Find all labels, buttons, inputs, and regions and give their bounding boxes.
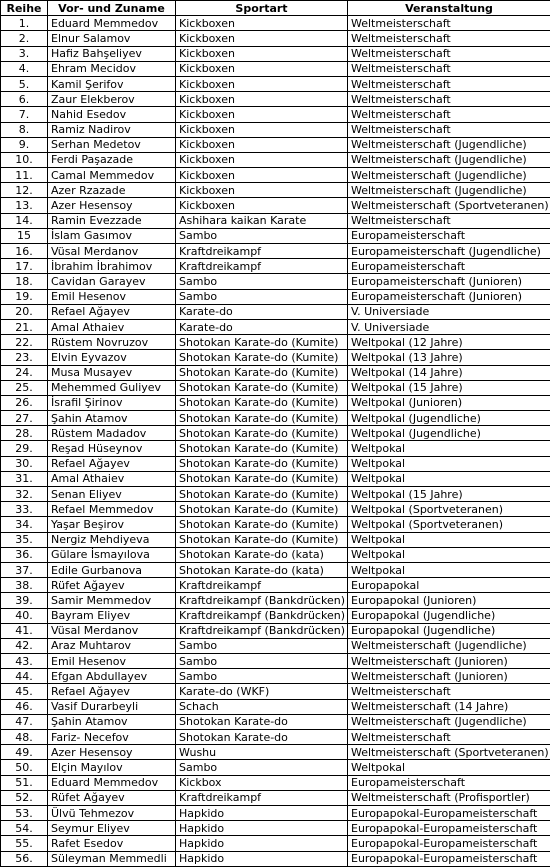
event-cell: Weltpokal (Junioren) [348, 395, 550, 410]
table-row [1, 122, 550, 137]
row-number-cell: 5. [1, 76, 48, 91]
sport-cell: Sambo [176, 289, 348, 304]
row-number-cell: 11. [1, 168, 48, 183]
name-cell: Refael Memmedov [48, 502, 176, 517]
row-number-cell: 47. [1, 714, 48, 729]
name-cell: Seymur Eliyev [48, 821, 176, 836]
row-number-cell: 38. [1, 578, 48, 593]
event-cell: Weltpokal [348, 760, 550, 775]
name-cell: Reşad Hüseynov [48, 441, 176, 456]
sport-cell: Kraftdreikampf [176, 578, 348, 593]
table-row [1, 289, 550, 304]
event-cell: Weltpokal (15 Jahre) [348, 487, 550, 502]
name-cell: Şahin Atamov [48, 714, 176, 729]
name-cell: Azer Rzazade [48, 183, 176, 198]
row-number-cell: 6. [1, 92, 48, 107]
event-cell: Weltmeisterschaft [348, 46, 550, 61]
table-row [1, 304, 550, 319]
name-cell: Vasif Durarbeyli [48, 699, 176, 714]
table-row [1, 487, 550, 502]
name-cell: Şahin Atamov [48, 411, 176, 426]
table-row [1, 623, 550, 638]
event-cell: Europapokal (Jugendliche) [348, 608, 550, 623]
table-row [1, 259, 550, 274]
event-cell: Weltpokal (14 Jahre) [348, 365, 550, 380]
event-cell: Weltmeisterschaft [348, 213, 550, 228]
row-number-cell: 52. [1, 790, 48, 805]
sport-cell: Kraftdreikampf (Bankdrücken) [176, 593, 348, 608]
table-row [1, 380, 550, 395]
sport-cell: Kickboxen [176, 107, 348, 122]
event-cell: Europameisterschaft [348, 775, 550, 790]
table-row [1, 395, 550, 410]
table-body [1, 16, 550, 867]
event-cell: Europameisterschaft [348, 259, 550, 274]
event-cell: Weltmeisterschaft (Jugendliche) [348, 638, 550, 653]
name-cell: Ramiz Nadirov [48, 122, 176, 137]
sport-cell: Shotokan Karate-do (Kumite) [176, 350, 348, 365]
row-number-cell: 51. [1, 775, 48, 790]
name-cell: Vüsal Merdanov [48, 244, 176, 259]
event-cell: Weltmeisterschaft [348, 684, 550, 699]
row-number-cell: 50. [1, 760, 48, 775]
event-cell: Europapokal-Europameisterschaft [348, 851, 550, 866]
row-number-cell: 18. [1, 274, 48, 289]
row-number-cell: 3. [1, 46, 48, 61]
name-cell: Hafiz Bahşeliyev [48, 46, 176, 61]
name-cell: Rafet Esedov [48, 836, 176, 851]
event-cell: Weltmeisterschaft (Junioren) [348, 669, 550, 684]
sport-cell: Shotokan Karate-do (Kumite) [176, 380, 348, 395]
event-cell: Europapokal [348, 578, 550, 593]
sport-cell: Kraftdreikampf [176, 244, 348, 259]
event-cell: Weltpokal [348, 562, 550, 577]
row-number-cell: 25. [1, 380, 48, 395]
event-cell: Weltmeisterschaft [348, 31, 550, 46]
table-row [1, 638, 550, 653]
row-number-cell: 1. [1, 16, 48, 31]
name-cell: Vüsal Merdanov [48, 623, 176, 638]
table-row [1, 836, 550, 851]
sport-cell: Karate-do [176, 304, 348, 319]
table-row [1, 46, 550, 61]
event-cell: Weltmeisterschaft [348, 122, 550, 137]
table-row [1, 684, 550, 699]
table-row [1, 92, 550, 107]
name-cell: Samir Memmedov [48, 593, 176, 608]
event-cell: Weltpokal [348, 456, 550, 471]
event-cell: Weltpokal [348, 547, 550, 562]
event-cell: Weltmeisterschaft (14 Jahre) [348, 699, 550, 714]
event-cell: Europapokal (Jugendliche) [348, 623, 550, 638]
event-cell: Weltpokal (12 Jahre) [348, 335, 550, 350]
event-cell: Europapokal (Junioren) [348, 593, 550, 608]
name-cell: Eduard Memmedov [48, 16, 176, 31]
row-number-cell: 14. [1, 213, 48, 228]
table-row [1, 107, 550, 122]
sport-cell: Shotokan Karate-do (Kumite) [176, 335, 348, 350]
event-cell: Weltpokal (15 Jahre) [348, 380, 550, 395]
sport-cell: Kickboxen [176, 16, 348, 31]
row-number-cell: 23. [1, 350, 48, 365]
event-cell: Europapokal-Europameisterschaft [348, 805, 550, 820]
sport-cell: Shotokan Karate-do (Kumite) [176, 502, 348, 517]
row-number-cell: 36. [1, 547, 48, 562]
row-number-cell: 29. [1, 441, 48, 456]
event-cell: Europameisterschaft [348, 228, 550, 243]
row-number-cell: 31. [1, 471, 48, 486]
row-number-cell: 2. [1, 31, 48, 46]
name-cell: Elçin Mayılov [48, 760, 176, 775]
table-row [1, 244, 550, 259]
name-cell: Araz Muhtarov [48, 638, 176, 653]
sport-cell: Kickboxen [176, 61, 348, 76]
name-cell: Bayram Eliyev [48, 608, 176, 623]
row-number-cell: 20. [1, 304, 48, 319]
name-cell: Efgan Abdullayev [48, 669, 176, 684]
row-number-cell: 48. [1, 730, 48, 745]
table-row [1, 365, 550, 380]
sport-cell: Shotokan Karate-do (Kumite) [176, 487, 348, 502]
table-row [1, 411, 550, 426]
sport-cell: Kickboxen [176, 46, 348, 61]
row-number-cell: 49. [1, 745, 48, 760]
name-cell: Musa Musayev [48, 365, 176, 380]
table-row [1, 562, 550, 577]
sport-cell: Kraftdreikampf (Bankdrücken) [176, 608, 348, 623]
row-number-cell: 7. [1, 107, 48, 122]
table-row [1, 456, 550, 471]
name-cell: Ülvü Tehmezov [48, 805, 176, 820]
sport-cell: Sambo [176, 654, 348, 669]
row-number-cell: 16. [1, 244, 48, 259]
name-cell: Elvin Eyvazov [48, 350, 176, 365]
table-row [1, 16, 550, 31]
table-row [1, 426, 550, 441]
sport-cell: Karate-do [176, 319, 348, 334]
row-number-cell: 34. [1, 517, 48, 532]
row-number-cell: 28. [1, 426, 48, 441]
sport-cell: Shotokan Karate-do [176, 730, 348, 745]
sport-cell: Hapkido [176, 821, 348, 836]
row-number-cell: 9. [1, 137, 48, 152]
header-name: Vor- und Zuname [48, 1, 176, 16]
row-number-cell: 43. [1, 654, 48, 669]
name-cell: Elnur Salamov [48, 31, 176, 46]
name-cell: Gülare İsmayılova [48, 547, 176, 562]
table-row [1, 730, 550, 745]
name-cell: Süleyman Memmedli [48, 851, 176, 866]
name-cell: Refael Ağayev [48, 456, 176, 471]
table-row [1, 168, 550, 183]
row-number-cell: 30. [1, 456, 48, 471]
sport-cell: Hapkido [176, 805, 348, 820]
name-cell: Edile Gurbanova [48, 562, 176, 577]
sport-cell: Shotokan Karate-do (Kumite) [176, 471, 348, 486]
table-row [1, 183, 550, 198]
table-row [1, 669, 550, 684]
header-veranstaltung: Veranstaltung [348, 1, 550, 16]
sport-cell: Kickboxen [176, 137, 348, 152]
table-row [1, 517, 550, 532]
sport-cell: Shotokan Karate-do [176, 714, 348, 729]
table-row [1, 760, 550, 775]
sport-cell: Shotokan Karate-do (Kumite) [176, 426, 348, 441]
name-cell: Yaşar Beşirov [48, 517, 176, 532]
event-cell: Weltmeisterschaft (Jugendliche) [348, 714, 550, 729]
table-row [1, 441, 550, 456]
table-row [1, 61, 550, 76]
table-row [1, 228, 550, 243]
event-cell: Weltpokal [348, 471, 550, 486]
sport-cell: Sambo [176, 274, 348, 289]
table-row [1, 319, 550, 334]
event-cell: Weltmeisterschaft [348, 16, 550, 31]
sport-cell: Shotokan Karate-do (kata) [176, 562, 348, 577]
row-number-cell: 56. [1, 851, 48, 866]
table-row [1, 547, 550, 562]
table-row [1, 471, 550, 486]
table-row [1, 714, 550, 729]
table-row [1, 137, 550, 152]
row-number-cell: 40. [1, 608, 48, 623]
table-row [1, 274, 550, 289]
sport-cell: Kickboxen [176, 168, 348, 183]
table-row [1, 76, 550, 91]
sport-cell: Kickboxen [176, 152, 348, 167]
name-cell: İsrafil Şirinov [48, 395, 176, 410]
event-cell: Weltmeisterschaft (Jugendliche) [348, 168, 550, 183]
table-row [1, 578, 550, 593]
name-cell: Serhan Medetov [48, 137, 176, 152]
name-cell: Emil Hesenov [48, 654, 176, 669]
sport-cell: Karate-do (WKF) [176, 684, 348, 699]
event-cell: V. Universiade [348, 319, 550, 334]
event-cell: Europapokal-Europameisterschaft [348, 836, 550, 851]
table-row [1, 532, 550, 547]
table-row [1, 335, 550, 350]
sport-cell: Hapkido [176, 836, 348, 851]
name-cell: Emil Hesenov [48, 289, 176, 304]
sport-cell: Kickbox [176, 775, 348, 790]
row-number-cell: 21. [1, 319, 48, 334]
row-number-cell: 55. [1, 836, 48, 851]
sport-cell: Sambo [176, 669, 348, 684]
name-cell: Camal Memmedov [48, 168, 176, 183]
event-cell: Weltpokal (13 Jahre) [348, 350, 550, 365]
row-number-cell: 35. [1, 532, 48, 547]
table-row [1, 775, 550, 790]
name-cell: Azer Hesensoy [48, 198, 176, 213]
table-row [1, 198, 550, 213]
sport-cell: Shotokan Karate-do (Kumite) [176, 365, 348, 380]
row-number-cell: 41. [1, 623, 48, 638]
sport-cell: Shotokan Karate-do (Kumite) [176, 456, 348, 471]
row-number-cell: 12. [1, 183, 48, 198]
event-cell: Weltpokal (Jugendliche) [348, 411, 550, 426]
name-cell: Nahid Esedov [48, 107, 176, 122]
name-cell: Rüstem Madadov [48, 426, 176, 441]
row-number-cell: 17. [1, 259, 48, 274]
event-cell: Weltmeisterschaft [348, 61, 550, 76]
name-cell: Fariz- Necefov [48, 730, 176, 745]
table-row [1, 152, 550, 167]
sport-cell: Wushu [176, 745, 348, 760]
name-cell: Azer Hesensoy [48, 745, 176, 760]
row-number-cell: 54. [1, 821, 48, 836]
table-row [1, 821, 550, 836]
row-number-cell: 44. [1, 669, 48, 684]
name-cell: İbrahim İbrahimov [48, 259, 176, 274]
event-cell: Weltpokal (Sportveteranen) [348, 517, 550, 532]
name-cell: Eduard Memmedov [48, 775, 176, 790]
event-cell: Weltmeisterschaft [348, 92, 550, 107]
sport-cell: Kraftdreikampf [176, 259, 348, 274]
sport-cell: Kickboxen [176, 122, 348, 137]
event-cell: Europameisterschaft (Junioren) [348, 289, 550, 304]
row-number-cell: 4. [1, 61, 48, 76]
header-sportart: Sportart [176, 1, 348, 16]
sport-cell: Kickboxen [176, 92, 348, 107]
event-cell: Europameisterschaft (Junioren) [348, 274, 550, 289]
event-cell: Weltpokal (Jugendliche) [348, 426, 550, 441]
event-cell: Weltpokal (Sportveteranen) [348, 502, 550, 517]
event-cell: Weltmeisterschaft (Sportveteranen) [348, 745, 550, 760]
table-row [1, 851, 550, 866]
table-row [1, 350, 550, 365]
row-number-cell: 42. [1, 638, 48, 653]
event-cell: Weltmeisterschaft (Jugendliche) [348, 137, 550, 152]
sport-cell: Sambo [176, 760, 348, 775]
table-row [1, 745, 550, 760]
row-number-cell: 10. [1, 152, 48, 167]
event-cell: Weltmeisterschaft [348, 730, 550, 745]
table-header-row [1, 1, 550, 16]
event-cell: Weltmeisterschaft (Junioren) [348, 654, 550, 669]
name-cell: Rüfet Ağayev [48, 790, 176, 805]
event-cell: Weltmeisterschaft (Jugendliche) [348, 183, 550, 198]
row-number-cell: 27. [1, 411, 48, 426]
name-cell: Ferdi Paşazade [48, 152, 176, 167]
table-row [1, 805, 550, 820]
row-number-cell: 26. [1, 395, 48, 410]
event-cell: Weltmeisterschaft (Jugendliche) [348, 152, 550, 167]
name-cell: Rüstem Novruzov [48, 335, 176, 350]
table-row [1, 790, 550, 805]
name-cell: Amal Athaiev [48, 319, 176, 334]
name-cell: Rüfet Ağayev [48, 578, 176, 593]
name-cell: Kamil Şerifov [48, 76, 176, 91]
name-cell: Senan Eliyev [48, 487, 176, 502]
table-row [1, 31, 550, 46]
name-cell: Ramin Evezzade [48, 213, 176, 228]
name-cell: Refael Ağayev [48, 304, 176, 319]
sport-cell: Kickboxen [176, 183, 348, 198]
row-number-cell: 32. [1, 487, 48, 502]
row-number-cell: 15 [1, 228, 48, 243]
event-cell: Weltpokal [348, 441, 550, 456]
row-number-cell: 8. [1, 122, 48, 137]
row-number-cell: 37. [1, 562, 48, 577]
row-number-cell: 45. [1, 684, 48, 699]
sport-cell: Sambo [176, 638, 348, 653]
name-cell: Nergiz Mehdiyeva [48, 532, 176, 547]
event-cell: Europameisterschaft (Jugendliche) [348, 244, 550, 259]
sport-cell: Kraftdreikampf [176, 790, 348, 805]
sport-cell: Sambo [176, 228, 348, 243]
event-cell: Europapokal-Europameisterschaft [348, 821, 550, 836]
table-row [1, 608, 550, 623]
row-number-cell: 19. [1, 289, 48, 304]
sport-cell: Shotokan Karate-do (Kumite) [176, 395, 348, 410]
sport-cell: Kraftdreikampf (Bankdrücken) [176, 623, 348, 638]
event-cell: Weltmeisterschaft [348, 107, 550, 122]
name-cell: Mehemmed Guliyev [48, 380, 176, 395]
sport-cell: Shotokan Karate-do (Kumite) [176, 441, 348, 456]
row-number-cell: 33. [1, 502, 48, 517]
header-reihe: Reihe [1, 1, 48, 16]
name-cell: İslam Gasımov [48, 228, 176, 243]
sport-cell: Ashihara kaikan Karate [176, 213, 348, 228]
row-number-cell: 39. [1, 593, 48, 608]
row-number-cell: 53. [1, 805, 48, 820]
sport-cell: Shotokan Karate-do (Kumite) [176, 532, 348, 547]
sport-cell: Shotokan Karate-do (kata) [176, 547, 348, 562]
table-row [1, 213, 550, 228]
name-cell: Ehram Mecidov [48, 61, 176, 76]
name-cell: Zaur Elekberov [48, 92, 176, 107]
sport-cell: Kickboxen [176, 31, 348, 46]
name-cell: Cavidan Garayev [48, 274, 176, 289]
sport-cell: Shotokan Karate-do (Kumite) [176, 517, 348, 532]
table-row [1, 593, 550, 608]
name-cell: Amal Athaiev [48, 471, 176, 486]
event-cell: Weltpokal [348, 532, 550, 547]
row-number-cell: 13. [1, 198, 48, 213]
sport-cell: Schach [176, 699, 348, 714]
table-row [1, 654, 550, 669]
row-number-cell: 22. [1, 335, 48, 350]
sport-cell: Shotokan Karate-do (Kumite) [176, 411, 348, 426]
event-cell: Weltmeisterschaft [348, 76, 550, 91]
row-number-cell: 46. [1, 699, 48, 714]
event-cell: V. Universiade [348, 304, 550, 319]
sport-cell: Hapkido [176, 851, 348, 866]
sport-cell: Kickboxen [176, 198, 348, 213]
event-cell: Weltmeisterschaft (Sportveteranen) [348, 198, 550, 213]
row-number-cell: 24. [1, 365, 48, 380]
event-cell: Weltmeisterschaft (Profisportler) [348, 790, 550, 805]
name-cell: Refael Ağayev [48, 684, 176, 699]
table-row [1, 699, 550, 714]
table-row [1, 502, 550, 517]
sport-cell: Kickboxen [176, 76, 348, 91]
